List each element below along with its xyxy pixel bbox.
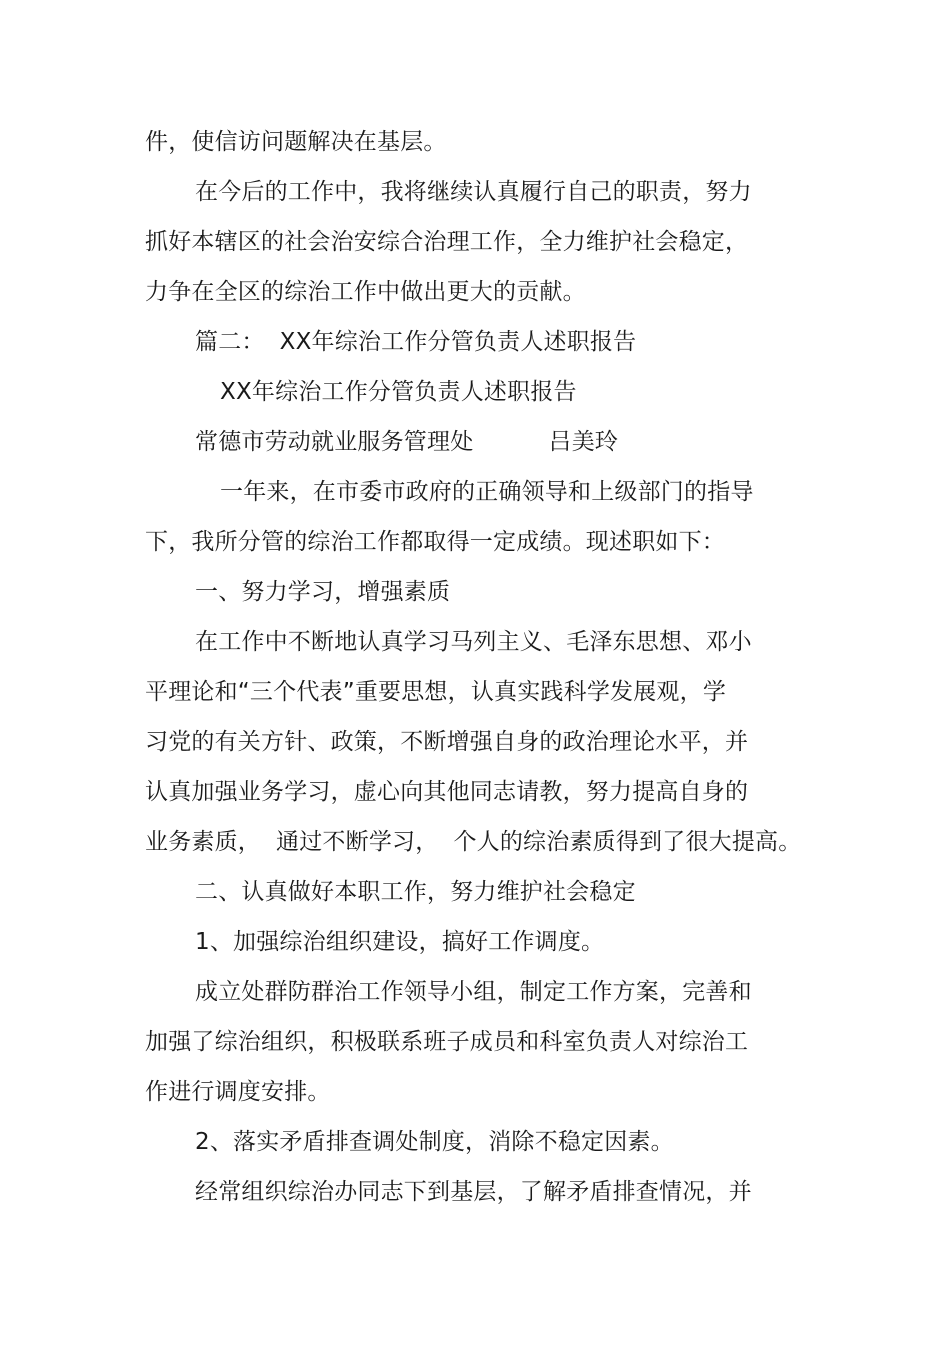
text-line: 成立处群防群治工作领导小组，制定工作方案，完善和	[195, 979, 752, 1005]
text-line: 业务素质， 通过不断学习， 个人的综治素质得到了很大提高。	[145, 829, 802, 855]
subsection-heading: 2、落实矛盾排查调处制度，消除不稳定因素。	[195, 1129, 674, 1155]
section-heading: 一、努力学习，增强素质	[195, 579, 451, 605]
text-line: 加强了综治组织，积极联系班子成员和科室负责人对综治工	[145, 1029, 749, 1055]
text-line: 作进行调度安排。	[145, 1079, 331, 1105]
section-heading: 篇二： XX年综治工作分管负责人述职报告	[195, 329, 637, 355]
text-line: 平理论和“三个代表”重要思想，认真实践科学发展观，学	[145, 679, 727, 705]
report-title: XX年综治工作分管负责人述职报告	[220, 379, 577, 405]
text-line: 件，使信访问题解决在基层。	[145, 129, 447, 155]
text-line: 认真加强业务学习，虚心向其他同志请教，努力提高自身的	[145, 779, 749, 805]
text-line: 习党的有关方针、政策，不断增强自身的政治理论水平，并	[145, 729, 749, 755]
text-line: 下，我所分管的综治工作都取得一定成绩。现述职如下：	[145, 529, 725, 555]
text-line: 经常组织综治办同志下到基层，了解矛盾排查情况，并	[195, 1179, 752, 1205]
text-line: 抓好本辖区的社会治安综合治理工作，全力维护社会稳定，	[145, 229, 749, 255]
author-line: 常德市劳动就业服务管理处 吕美玲	[195, 429, 619, 455]
subsection-heading: 1、加强综治组织建设，搞好工作调度。	[195, 929, 605, 955]
text-line: 在工作中不断地认真学习马列主义、毛泽东思想、邓小	[195, 629, 752, 655]
section-heading: 二、认真做好本职工作，努力维护社会稳定	[195, 879, 636, 905]
text-line: 在今后的工作中，我将继续认真履行自己的职责，努力	[195, 179, 752, 205]
text-line: 一年来，在市委市政府的正确领导和上级部门的指导	[220, 479, 754, 505]
text-line: 力争在全区的综治工作中做出更大的贡献。	[145, 279, 586, 305]
